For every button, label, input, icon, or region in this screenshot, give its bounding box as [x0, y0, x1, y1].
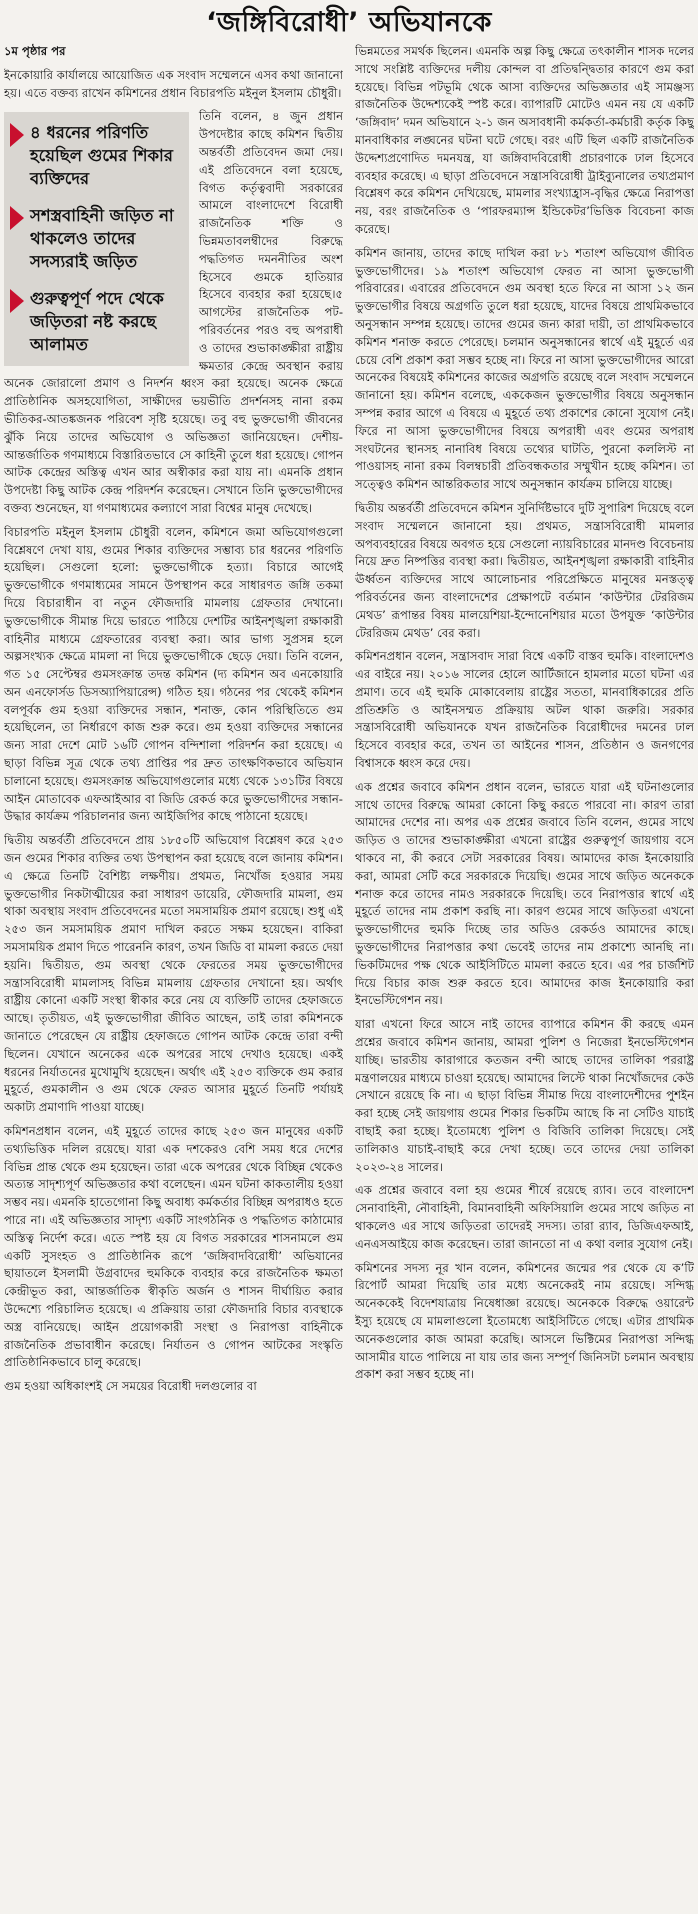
triangle-bullet-icon	[10, 206, 24, 230]
paragraph: ভিন্নমতের সমর্থক ছিলেন। এমনকি অল্প কিছু ক্ষেত্রে তৎকালীন শাসক দলের সাথে সংশ্লিষ্ট ব্যক্তিদের দলীয় কোন্দল বা প্রতিদ্বন্দ্বিতার কারণে গুম করা হয়েছে। বিভিন্ন পটভূমি থেকে আসা ব্যক্তিদের অভিজ্ঞতার এই সামঞ্জস্য রাজনৈতিক উদ্দেশ্যকেই স্পষ্ট করে। ব্যাপারটি মোটেও এমন নয় যে একটি ‘জঙ্গিবাদ’ দমন অভিযানে ২-১ জন অসাবধানী কর্মকর্তা-কর্মচারী কর্তৃক কিছু মানবাধিকার লঙ্ঘনের ঘটনা ঘটে গেছে। বরং এটি ছিল একটি রাজনৈতিক উদ্দেশ্যপ্রণোদিত দমনযন্ত্র, যা জঙ্গিবাদবিরোধী প্রচারণাকে ঢাল হিসেবে ব্যবহার করেছে। এ ছাড়া প্রতিবেদনে সন্ত্রাসবিরোধী ট্রাইব্যুনালের তথ্যপ্রমাণ বিশ্লেষণ করে কমিশন দেখিয়েছে, মামলার সংখ্যাহ্রাস-বৃদ্ধির ক্ষেত্রে নিরাপত্তা নয়, বরং রাজনৈতিক ও ‘পারফরম্যান্স ইন্ডিকেটর’ভিত্তিক বিবেচনা কাজ করেছে।	[355, 44, 694, 236]
paragraph: তিনি বলেন, ৪ জুন প্রধান উপদেষ্টার কাছে কমিশন দ্বিতীয় অন্তর্বর্তী প্রতিবেদন জমা দেয়। এই প্রতিবেদনে বলা হয়েছে, বিগত কর্তৃত্ববাদী সরকারের আমলে বাংলাদেশে বিরোধী রাজনৈতিক শক্তি ও ভিন্নমতাবলম্বীদের বিরুদ্ধে পদ্ধতিগত দমননীতির অংশ হিসেবে গুমকে হাতিয়ার হিসেবে ব্যবহার করা হয়েছে।৫ আগস্টের রাজনৈতিক পট-পরিবর্তনের পরও বহু অপরাধী ও তাদের শুভাকাঙ্ক্ষীরা রাষ্ট্রীয় ক্ষমতার কেন্দ্রে অবস্থান করায় অনেক জোরালো প্রমাণ ও নিদর্শন ধ্বংস করা হয়েছে। অনেক ক্ষেত্রে প্রাতিষ্ঠানিক অসহযোগিতা, সাক্ষীদের ভয়ভীতি প্রদর্শনসহ নানা রকম ভীতিকর-আতঙ্কজনক পরিবেশ সৃষ্টি হয়েছে। তবু বহু ভুক্তভোগী জীবনের ঝুঁকি নিয়ে তাদের অভিযোগ ও অভিজ্ঞতা জানিয়েছেন। দেশীয়-আন্তর্জাতিক গণমাধ্যমে বিস্তারিতভাবে সে কাহিনী তুলে ধরা হয়েছে। গোপন আটক কেন্দ্রের অস্তিত্ব এখন আর অস্বীকার করা যায় না। এমনকি প্রধান উপদেষ্টা কিছু আটক কেন্দ্র পরিদর্শন করেছেন। সেখানে তিনি ভুক্তভোগীদের বক্তব্য শুনেছেন, যা গণমাধ্যমের কল্যাণে সারা বিশ্বের মানুষ দেখেছে।	[4, 109, 343, 515]
paragraph: কমিশনপ্রধান বলেন, এই মুহূর্তে তাদের কাছে ২৫৩ জন মানুষের একটি তথ্যভিত্তিক দলিল রয়েছে। যারা এক দশকেরও বেশি সময় ধরে দেশের বিভিন্ন প্রান্ত থেকে গুম হয়েছেন। তারা একে অপরের থেকে বিচ্ছিন্ন থেকেও অত্যন্ত সাদৃশ্যপূর্ণ অভিজ্ঞতার কথা বলেছেন। এমন ঘটনা কাকতালীয় হওয়া সম্ভব নয়। এমনকি হাতেগোনা কিছু অবাধ্য কর্মকর্তার বিচ্ছিন্ন অপরাধও হতে পারে না। এই অভিজ্ঞতার সাদৃশ্য একটি সাংগঠনিক ও পদ্ধতিগত কাঠামোর অস্তিত্ব নির্দেশ করে। এতে স্পষ্ট হয় যে বিগত সরকারের শাসনামলে গুম একটি সুসংহত ও প্রাতিষ্ঠানিক রূপে ‘জঙ্গিবাদবিরোধী’ অভিযানের ছায়াতলে ইসলামী উগ্রবাদের হুমকিকে ব্যবহার করে রাজনৈতিক ক্ষমতা কেন্দ্রীভূত করা, আন্তর্জাতিক স্বীকৃতি অর্জন ও শাসন দীর্ঘায়িত করার উদ্দেশ্যে পরিচালিত হয়েছে। এ প্রক্রিয়ায় তারা ফৌজদারি বিচার ব্যবস্থাকে অস্ত্র বানিয়েছে। আইন প্রয়োগকারী সংস্থা ও নিরাপত্তা বাহিনীকে রাজনৈতিক প্রভাবাধীন করেছে। নির্যাতন ও গোপন আটকের সংস্কৃতি প্রাতিষ্ঠানিকভাবে চালু করেছে।	[4, 1124, 343, 1370]
right-column	[355, 43, 694, 1905]
paragraph: গুম হওয়া অধিকাংশই সে সময়ের বিরোধী দলগুলোর বা	[4, 1379, 257, 1394]
paragraph: কমিশনের সদস্য নূর খান বলেন, কমিশনের জন্মের পর থেকে যে ক’টি রিপোর্ট আমরা দিয়েছি তার মধ্যে অনেকেরই নাম রয়েছে। সন্দিগ্ধ অনেককেই বিদেশযাত্রায় নিষেধাজ্ঞা রয়েছে। অনেককে বিরুদ্ধে ওয়ারেন্ট ইস্যু হয়েছে যে মামলাগুলো ইতোমধ্যে আইসিটিতে গেছে। এটার প্রাথমিক অনেকগুলোর কাজ আমরা করেছি। আসলে ভিক্টিমের নিরাপত্তা সন্দিগ্ধ আসামীর যাতে পালিয়ে না যায় তার জন্য সম্পূর্ণ জিনিসটা চলমান অবস্থায় প্রকাশ করা সম্ভব হচ্ছে না।	[355, 1260, 694, 1382]
newspaper-page	[4, 3, 694, 1908]
highlights-sidebar	[4, 112, 189, 366]
triangle-bullet-icon	[10, 289, 24, 313]
highlight-text: গুরুত্বপূর্ণ পদে থেকে জড়িতরা নষ্ট করছে আলামত	[30, 289, 164, 355]
paragraph: বিচারপতি মইনুল ইসলাম চৌধুরী বলেন, কমিশনে জমা অভিযোগগুলো বিশ্লেষণে দেখা যায়, গুমের শিকার ব্যক্তিদের সম্ভাব্য চার ধরনের পরিণতি হয়েছিল। সেগুলো হলো: ভুক্তভোগীকে হত্যা। বিচারে আগেই ভুক্তভোগীকে গণমাধ্যমের সামনে উপস্থাপন করে সাধারণত জঙ্গি তকমা দিয়ে বিচারাধীন বা নতুন ফৌজদারি মামলায় গ্রেফতার দেখানো। ভুক্তভোগীকে সীমান্ত দিয়ে ভারতে পাঠিয়ে দেশটির আইনশৃঙ্খলা রক্ষাকারী বাহিনীর মাধ্যমে গ্রেফতারের ব্যবস্থা করা। আর ভাগ্য সুপ্রসন্ন হলে অল্পসংখ্যক ক্ষেত্রে মামলা না দিয়ে ভুক্তভোগীকে ছেড়ে দেয়া। তিনি বলেন, গত ১৫ সেপ্টেম্বর গুমসংক্রান্ত তদন্ত কমিশন (দ্য কমিশন অব এনকোয়ারি অন এনফোর্সড ডিসঅ্যাপিয়ারেন্স) গঠিত হয়। গঠনের পর থেকেই কমিশন বলপূর্বক গুম হওয়া ব্যক্তিদের সন্ধান, শনাক্ত, কোন পরিস্থিতিতে গুম হয়েছিলেন, তা নির্ধারণে কাজ শুরু করে। গুম হওয়া ব্যক্তিদের সন্ধানের জন্য সারা দেশে মোট ১৬টি গোপন বন্দিশালা পরিদর্শন করা হয়েছে। এ ছাড়া বিভিন্ন সূত্র থেকে তথ্য প্রাপ্তির পর দ্রুত তাৎক্ষণিকভাবে অভিযান চালানো হয়েছে। গুমসংক্রান্ত অভিযোগগুলোর মধ্যে থেকে ১৩১টির বিষয়ে আইন মোতাবেক এফআইআর বা জিডি রেকর্ড করে ভুক্তভোগীদের সন্ধান-উদ্ধার কার্যক্রম পরিচালনার জন্য আইজিপির কাছে পাঠানো হয়েছে।	[4, 524, 343, 824]
highlight-item	[10, 287, 183, 356]
paragraph: কমিশনপ্রধান বলেন, সন্ত্রাসবাদ সারা বিশ্বে একটি বাস্তব হুমকি। বাংলাদেশও এর বাইরে নয়। ২০১৬ সালের হোলে আর্টিজানে হামলার মতো ঘটনা এর প্রমাণ। তবে এই হুমকি মোকাবেলায় রাষ্ট্রের সততা, মানবাধিকারের প্রতি প্রতিশ্রুতি ও আইনসম্মত প্রক্রিয়ায় অটল থাকা জরুরি। সরকার সন্ত্রাসবিরোধী অভিযানকে যখন রাজনৈতিক বিরোধীদের দমনের ঢাল হিসেবে ব্যবহার করে, তখন তা আইনের শাসন, প্রতিষ্ঠান ও জনগণের বিশ্বাসকে ধ্বংস করে দেয়।	[355, 649, 694, 771]
highlight-item	[10, 204, 183, 273]
left-column	[4, 43, 343, 1905]
continuation-label: ১ম পৃষ্ঠার পর	[4, 44, 66, 58]
highlight-text: সশস্ত্রবাহিনী জড়িত না থাকলেও তাদের সদস্যরাই জড়িত	[30, 206, 174, 272]
paragraph: দ্বিতীয় অন্তর্বর্তী প্রতিবেদনে প্রায় ১৮৫০টি অভিযোগ বিশ্লেষণ করে ২৫৩ জন গুমের শিকার ব্যক্তির তথ্য উপস্থাপন করা হয়েছে বলে জানায় কমিশন। এ ক্ষেত্রে তিনটি বৈশিষ্ট্য লক্ষণীয়। প্রথমত, নিখোঁজ হওয়ার সময় ভুক্তভোগীর নিকটাত্মীয়ের করা সাধারণ ডায়েরি, ফৌজদারি মামলা, গুম থাকা অবস্থায় সংবাদ প্রতিবেদনের মতো সমসাময়িক প্রমাণ রয়েছে। শুধু এই ২৫৩ জন সমসাময়িক প্রমাণ দাখিল করতে সক্ষম হয়েছেন। বাকিরা সমসাময়িক প্রমাণ দিতে পারেননি কারণ, তখন জিডি বা মামলা করতে দেয়া হয়নি। দ্বিতীয়ত, গুম অবস্থা থেকে ফেরতের সময় ভুক্তভোগীদের সন্ত্রাসবিরোধী মামলাসহ বিভিন্ন মামলায় গ্রেফতার দেখানো হয়। অর্থাৎ রাষ্ট্রীয় কোনো একটি সংস্থা স্বীকার করে নেয় যে ব্যক্তিটি তাদের হেফাজতে আছে। তৃতীয়ত, এই ভুক্তভোগীরা জীবিত আছেন, তাই তারা কমিশনকে জানাতে পেরেছেন যে রাষ্ট্রীয় হেফাজতে গোপন আটক কেন্দ্রে তারা বন্দী ছিলেন। যেখানে অনেকের একে অপরের সাথে দেখাও হয়েছে। একই ধরনের নির্যাতনের মুখোমুখি হয়েছেন। অর্থাৎ এই ২৫৩ ব্যক্তিকে গুম করার মুহূর্তে, গুমকালীন ও গুম থেকে ফেরত আসার মুহূর্তে তিনটি পর্যায়ই অকাট্য প্রমাণাদি পাওয়া যাচ্ছে।	[4, 833, 343, 1115]
paragraph: কমিশন জানায়, তাদের কাছে দাখিল করা ৮১ শতাংশ অভিযোগ জীবিত ভুক্তভোগীদের। ১৯ শতাংশ অভিযোগ ফেরত না আসা ভুক্তভোগী পরিবারের। এবারের প্রতিবেদনে গুম অবস্থা হতে ফিরে না আসা ১২ জন ভুক্তভোগীর বিষয়ে অগ্রগতি তুলে ধরা হয়েছে, যাদের বিষয়ে প্রাথমিকভাবে অনুসন্ধান সম্পন্ন হয়েছে। তাদের গুমের জন্য কারা দায়ী, তা প্রাথমিকভাবে কমিশন শনাক্ত করতে পেরেছে। চলমান অনুসন্ধানের স্বার্থে এই মুহূর্তে এর চেয়ে বেশি প্রকাশ করা সম্ভব হচ্ছে না। ফিরে না আসা ভুক্তভোগীদের আরো অনেকের বিষয়েই কমিশনের কাজের অগ্রগতি রয়েছে বলে সংবাদ সম্মেলনে জানানো হয়। কমিশন বলেছে, এককেজন ভুক্তভোগীর বিষয়ে অনুসন্ধান সম্পন্ন করার আগে এ বিষয়ে এ মুহূর্তে তথ্য প্রকাশের কোনো সুযোগ নেই। ফিরে না আসা ভুক্তভোগীদের বিষয়ে অপরাধী এবং গুমের অপরাধ সংঘটনের স্থানসহ নানাবিধ বিষয়ে তথ্যের ঘাটতি, পুরনো কললিস্ট না পাওয়াসহ নানা রকম বিলম্বচারী প্রতিবন্ধকতার সম্মুখীন হচ্ছে কমিশন। তা সত্ত্বেও কমিশন আন্তরিকতার সাথে অনুসন্ধান কার্যক্রম চালিয়ে যাচ্ছে।	[355, 245, 694, 492]
paragraph: ইনকোয়ারি কার্যালয়ে আয়োজিত এক সংবাদ সম্মেলনে এসব কথা জানানো হয়। এতে বক্তব্য রাখেন কমিশনের প্রধান বিচারপতি মইনুল ইসলাম চৌধুরী।	[4, 67, 343, 100]
highlight-text: ৪ ধরনের পরিণতি হয়েছিল গুমের শিকার ব্যক্তিদের	[30, 123, 173, 189]
paragraph: এক প্রশ্নের জবাবে বলা হয় গুমের শীর্ষে রয়েছে র‍্যাব। তবে বাংলাদেশ সেনাবাহিনী, নৌবাহিনী, বিমানবাহিনী অফিসিয়ালি গুমের সাথে জড়িত না থাকলেও এর সাথে জড়িতরা তাদেরই সদস্য। তারা র‍্যাব, ডিজিএফআই, এনএসআইয়ে কাজ করেছেন। তারা জানতো না এ কথা বলার সুযোগ নেই।	[355, 1183, 694, 1251]
headline: ‘জঙ্গিবিরোধী’ অভিযানকে	[206, 7, 492, 38]
paragraph: এক প্রশ্নের জবাবে কমিশন প্রধান বলেন, ভারতে যারা এই ঘটনাগুলোর সাথে তাদের বিরুদ্ধে আমরা কোনো কিছু করতে পারবো না। কারণ তারা আমাদের দেশের না। অপর এক প্রশ্নের জবাবে তিনি বলেন, গুমের সাথে জড়িত ও তাদের শুভাকাঙ্ক্ষীরা এখনো রাষ্ট্রের গুরুত্বপূর্ণ জায়গায় বসে থাকবে না, কী করবে সেটা সরকারের বিষয়। আমাদের কাজ ইনকোয়ারি করা, আমরা সেটি করে সরকারকে দিয়েছি। গুমের সাথে জড়িত অনেককে শনাক্ত করে তাদের নামও সরকারকে দিয়েছি। তবে নিরাপত্তার স্বার্থে এই মুহূর্তে তাদের নাম প্রকাশ করছি না। কারণ গুমের সাথে জড়িতরা এখনো ভুক্তভোগীদের হুমকি দিচ্ছে তার অডিও রেকর্ডও আমাদের কাছে। ভুক্তভোগীদের নিরাপত্তার কথা ভেবেই তাদের নাম প্রকাশ্যে আনছি না। ভিকটিমদের পক্ষ থেকে আইসিটিতে মামলা করতে হবে। এর পর চার্জশিট দিয়ে বিচার কাজ শুরু করতে হবে। আমাদের কাজ ইনকোয়ারি করা ইনভেস্টিগেশন নয়।	[355, 779, 694, 1008]
paragraph: যারা এখনো ফিরে আসে নাই তাদের ব্যাপারে কমিশন কী করছে এমন প্রশ্নের জবাবে কমিশন জানায়, আমরা পুলিশ ও নিজেরা ইনভেস্টিগেশন যাচ্ছি। ভারতীয় কারাগারে কতজন বন্দী আছে তাদের তালিকা পররাষ্ট্র মন্ত্রণালয়ের মাধ্যমে চাওয়া হয়েছে। আমাদের লিস্টে থাকা নিখোঁজদের কেউ সেখানে রয়েছে কি না। এ ছাড়া বিভিন্ন সীমান্ত দিয়ে বাংলাদেশীদের পুশইন করা হচ্ছে সেই জায়গায় গুমের শিকার ভিকটিম আছে কি না সেটিও যাচাই বাছাই করা হচ্ছে। ইতোমধ্যে পুলিশ ও বিজিবি তালিকা দিয়েছে। সেই তালিকাও যাচাই-বাছাই করে দেখা হচ্ছে। তবে তাদের দেয়া তালিকা ২০২৩-২৪ সালের।	[355, 1017, 694, 1174]
highlight-item	[10, 121, 183, 190]
paragraph: দ্বিতীয় অন্তর্বর্তী প্রতিবেদনে কমিশন সুনির্দিষ্টভাবে দুটি সুপারিশ দিয়েছে বলে সংবাদ সম্মেলনে জানানো হয়। প্রথমত, সন্ত্রাসবিরোধী মামলার অপব্যবহারের বিষয়ে অবগত হয়ে সেগুলো ন্যায়বিচারের মানদণ্ড বিবেচনায় নিয়ে দ্রুত নিষ্পত্তির ব্যবস্থা করা। দ্বিতীয়ত, আইনশৃঙ্খলা রক্ষাকারী বাহিনীর ঊর্ধ্বতন ব্যক্তিদের সাথে আলোচনার পরিপ্রেক্ষিতে মানুষের মনস্তত্ত্ব পরিবর্তনের জন্য বাংলাদেশের প্রেক্ষাপটে বর্তমান ‘কাউন্টার টেররিজম মেথড’ রূপান্তর বিষয় মালয়েশিয়া-ইন্দোনেশিয়ার মতো উপযুক্ত ‘কাউন্টার টেররিজম মেথড’ বের করা।	[355, 500, 694, 640]
article-body	[4, 43, 694, 1905]
triangle-bullet-icon	[10, 123, 24, 147]
